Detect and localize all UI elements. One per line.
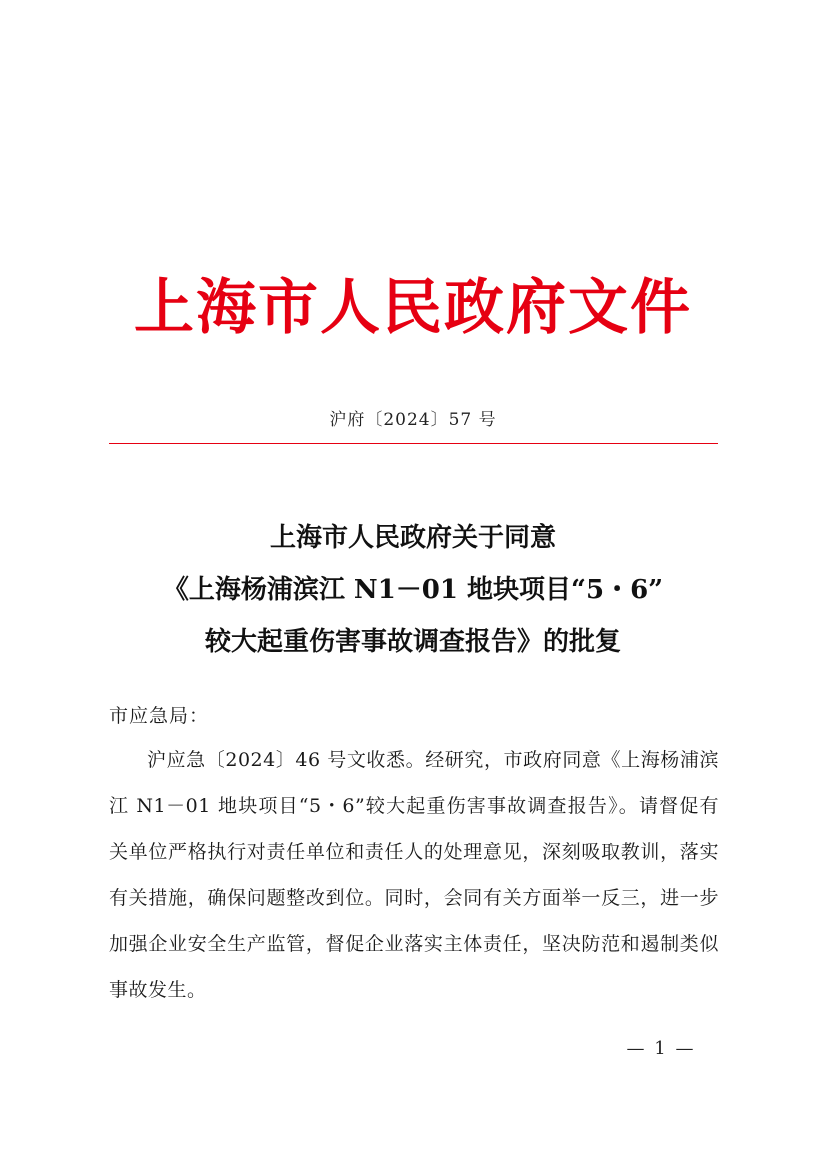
salutation: 市应急局： [109,705,210,727]
document-masthead: 上海市人民政府文件 [134,273,692,343]
title-line-1: 上海市人民政府关于同意 [269,523,556,553]
title-line-2: 《上海杨浦滨江 N1－01 地块项目“5・6” [162,575,664,605]
document-number: 沪府〔2024〕57 号 [329,410,497,430]
red-separator-line [109,443,718,444]
page-number: — 1 — [626,1038,696,1059]
document-title [0,512,826,668]
title-line-3: 较大起重伤害事故调查报告》的批复 [204,627,621,657]
body-paragraph: 沪应急〔2024〕46 号文收悉。经研究，市政府同意《上海杨浦滨江 N1－01 地块项目“5・6”较大起重伤害事故调查报告》。请督促有关单位严格执行对责任单位和责任人的处理意见，深刻吸取教训，落实有关措施，确保问题整改到位。同时，会同有关方面举一反三，进一步加强企业安全生产监管，督促企业落实主体责任，坚决防范和遏制类似事故发生。 [109,749,719,1001]
document-body [109,695,719,1013]
